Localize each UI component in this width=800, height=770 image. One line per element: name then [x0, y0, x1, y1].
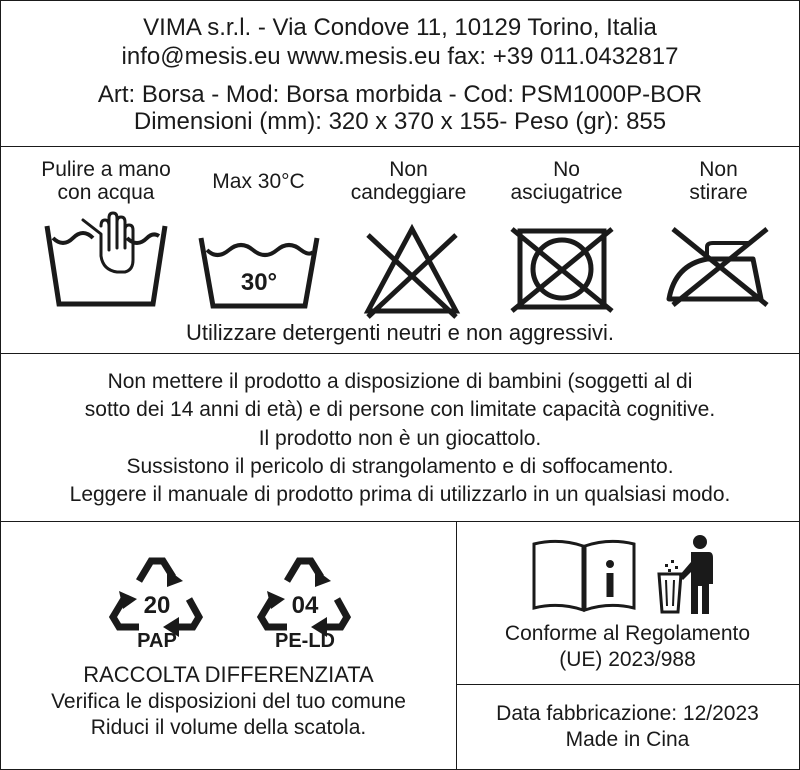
warning-line: Il prodotto non è un giocattolo.	[258, 427, 542, 450]
bin-disposal-icon	[657, 534, 721, 616]
care-label-wash-30	[191, 170, 326, 193]
care-label-hand-wash	[21, 158, 191, 204]
warning-line: Leggere il manuale di prodotto prima di utilizzarlo in un qualsiasi modo.	[69, 483, 731, 506]
recycling-line: Verifica le disposizioni del tuo comune	[51, 690, 406, 713]
care-label-line: candeggiare	[350, 181, 467, 204]
wash-temp-label: 30°	[240, 269, 278, 296]
company-line: VIMA s.r.l. - Via Condove 11, 10129 Torino, Italia	[143, 14, 657, 41]
header-section	[1, 1, 799, 147]
care-label-line: Non	[699, 158, 738, 181]
article-line: Art: Borsa - Mod: Borsa morbida - Cod: PSM1000P-BOR	[97, 81, 703, 108]
care-label-line: asciugatrice	[510, 181, 623, 204]
manual-info-icon	[531, 538, 637, 612]
recycling-line: Riduci il volume della scatola.	[90, 716, 367, 739]
care-label-line: stirare	[689, 181, 748, 204]
wash-30-icon	[199, 234, 319, 310]
care-label-line: Non	[389, 158, 428, 181]
no-iron-icon	[667, 225, 771, 307]
warning-line: sotto dei 14 anni di età) e di persone con limitate capacità cognitive.	[84, 398, 716, 421]
recycle-triangle-icon	[257, 555, 353, 652]
care-label-no-tumble-dry	[494, 158, 639, 204]
care-label-line: No	[553, 158, 580, 181]
recycle-triangle-icon	[109, 555, 205, 652]
care-label-line: con acqua	[57, 181, 155, 204]
warning-line: Non mettere il prodotto a disposizione di bambini (soggetti al di	[107, 370, 693, 393]
care-label-no-iron	[651, 158, 786, 204]
warning-line: Sussistono il pericolo di strangolamento e di soffocamento.	[126, 455, 674, 478]
recycle-code: PE-LD	[275, 630, 335, 652]
dimensions-line: Dimensioni (mm): 320 x 370 x 155- Peso (gr): 855	[133, 108, 667, 135]
care-label-no-bleach	[336, 158, 481, 204]
recycle-code: PAP	[137, 630, 177, 652]
care-section	[1, 147, 799, 354]
recycling-title: RACCOLTA DIFFERENZIATA	[83, 662, 374, 687]
compliance-line: (UE) 2023/988	[559, 648, 696, 671]
bottom-section	[1, 522, 799, 769]
hand-wash-icon	[45, 208, 167, 308]
horizontal-divider	[456, 684, 799, 685]
recycle-number: 04	[291, 592, 319, 619]
origin-line: Made in Cina	[565, 728, 690, 751]
warning-section	[1, 354, 799, 522]
recycle-number: 20	[143, 592, 171, 619]
compliance-line: Conforme al Regolamento	[504, 622, 751, 645]
care-label-line: Max 30°C	[212, 170, 305, 193]
contact-line: info@mesis.eu www.mesis.eu fax: +39 011.0432817	[121, 43, 679, 70]
manufacture-date: Data fabbricazione: 12/2023	[496, 702, 759, 725]
care-label-line: Pulire a mano	[41, 158, 171, 181]
no-bleach-icon	[362, 225, 462, 321]
no-tumble-dry-icon	[510, 225, 614, 315]
detergent-note: Utilizzare detergenti neutri e non aggressivi.	[185, 320, 614, 345]
